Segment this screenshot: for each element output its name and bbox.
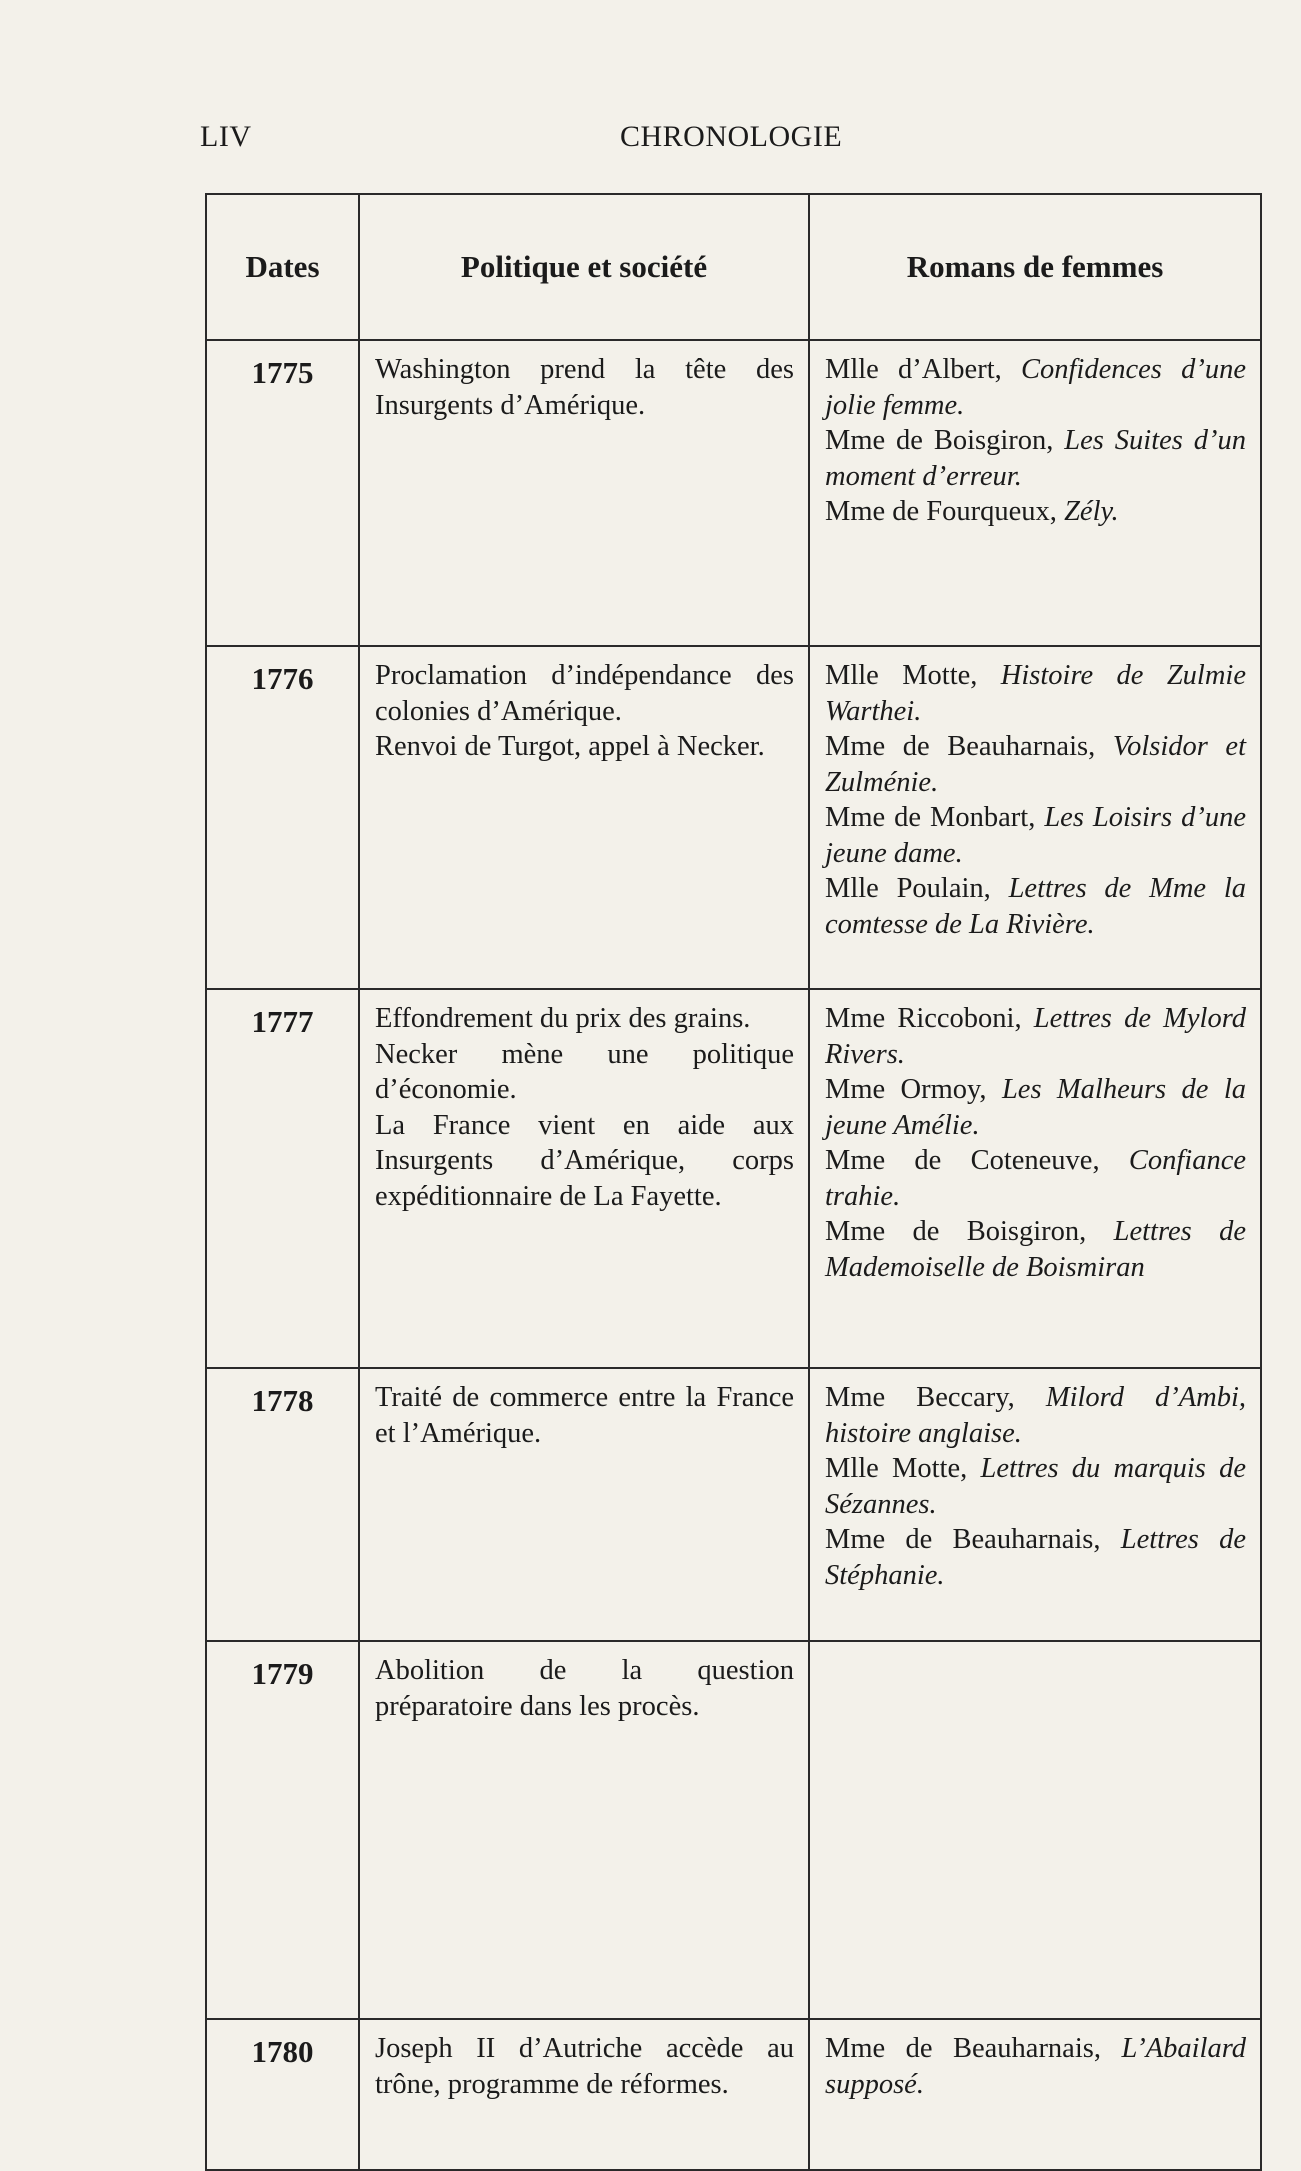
roman-title: Zély. [1064,496,1119,527]
roman-title: Confiance trahie. [825,1145,1246,1212]
roman-author: Mme Riccoboni, [825,1003,1034,1034]
year-cell: 1779 [206,1641,359,2019]
politique-entry: Proclamation d’indépendance des colonies d’Amérique. [375,660,794,727]
politique-entry: Washington prend la tête des Insurgents d’Amérique. [375,354,794,421]
header-romans: Romans de femmes [809,194,1261,340]
roman-title: Lettres du marquis de Sézannes. [825,1453,1247,1520]
year-cell: 1780 [206,2019,359,2170]
roman-author: Mme de Beauharnais, [825,731,1113,762]
politique-cell [359,1368,809,1641]
roman-title: Lettres de Mademoiselle de Boismiran [825,1216,1246,1283]
roman-author: Mlle d’Albert, [825,354,1021,385]
politique-cell [359,1641,809,2019]
roman-author: Mme de Beauharnais, [825,2033,1122,2064]
roman-entry [825,1214,1246,1285]
table-row [206,1641,1261,2019]
roman-title: Lettres de Mylord Rivers. [825,1003,1246,1070]
running-head: CHRONOLOGIE [620,120,843,153]
roman-author: Mme de Boisgiron, [825,1216,1114,1247]
year-cell: 1776 [206,646,359,989]
roman-title: Milord d’Ambi, histoire anglaise. [825,1382,1246,1449]
roman-entry [825,871,1246,942]
page-folio: LIV [200,120,252,153]
roman-entry [825,1072,1246,1143]
romans-cell [809,989,1261,1368]
roman-title: Confidences d’une jolie femme. [825,354,1246,421]
roman-entry [825,658,1246,729]
header-dates: Dates [206,194,359,340]
roman-author: Mme de Coteneuve, [825,1145,1129,1176]
year-cell: 1778 [206,1368,359,1641]
politique-entry: Traité de commerce entre la France et l’Amérique. [375,1382,794,1449]
politique-entry: Joseph II d’Autriche accède au trône, programme de réformes. [375,2033,794,2100]
year-cell: 1777 [206,989,359,1368]
politique-entry: Effondrement du prix des grains. [375,1003,751,1034]
roman-author: Mlle Poulain, [825,873,1009,904]
romans-cell [809,1368,1261,1641]
table-row [206,989,1261,1368]
romans-cell [809,1641,1261,2019]
header-politique: Politique et société [359,194,809,340]
roman-author: Mme de Fourqueux, [825,496,1065,527]
roman-entry [825,423,1246,494]
table-header-row [206,194,1261,340]
romans-cell [809,340,1261,646]
roman-author: Mme Beccary, [825,1382,1046,1413]
roman-title: Histoire de Zulmie Warthei. [825,660,1246,727]
roman-entry [825,1001,1246,1072]
roman-entry [825,2031,1246,2102]
roman-title: L’Abailard supposé. [825,2033,1246,2100]
year-cell: 1775 [206,340,359,646]
romans-cell [809,2019,1261,2170]
roman-entry [825,800,1246,871]
politique-entry: La France vient en aide aux Insurgents d’Amérique, corps expéditionnaire de La Fayette. [375,1109,794,1212]
roman-title: Les Suites d’un moment d’erreur. [825,425,1246,492]
roman-author: Mlle Motte, [825,1453,981,1484]
roman-entry [825,729,1246,800]
politique-cell [359,989,809,1368]
table-row [206,340,1261,646]
romans-cell [809,646,1261,989]
roman-title: Les Malheurs de la jeune Amélie. [825,1074,1246,1141]
table-row [206,2019,1261,2170]
politique-cell [359,340,809,646]
roman-entry [825,1143,1246,1214]
politique-entry: Abolition de la question préparatoire dans les procès. [375,1655,794,1722]
table-row [206,646,1261,989]
roman-entry [825,1451,1246,1522]
politique-entry: Necker mène une politique d’économie. [375,1038,794,1105]
roman-title: Lettres de Stéphanie. [825,1524,1246,1591]
page-header [200,120,1260,160]
roman-title: Lettres de Mme la comtesse de La Rivière. [825,873,1246,940]
roman-entry [825,494,1246,530]
roman-title: Les Loisirs d’une jeune dame. [825,802,1246,869]
chronology-table [205,193,1262,2171]
politique-cell [359,646,809,989]
politique-cell [359,2019,809,2170]
roman-author: Mme de Monbart, [825,802,1045,833]
roman-entry [825,1522,1246,1593]
politique-entry: Renvoi de Turgot, appel à Necker. [375,731,765,762]
roman-author: Mlle Motte, [825,660,1001,691]
roman-entry [825,352,1246,423]
roman-title: Volsidor et Zulménie. [825,731,1246,798]
roman-author: Mme Ormoy, [825,1074,1002,1105]
roman-author: Mme de Beauharnais, [825,1524,1121,1555]
roman-author: Mme de Boisgiron, [825,425,1065,456]
roman-entry [825,1380,1246,1451]
table-row [206,1368,1261,1641]
